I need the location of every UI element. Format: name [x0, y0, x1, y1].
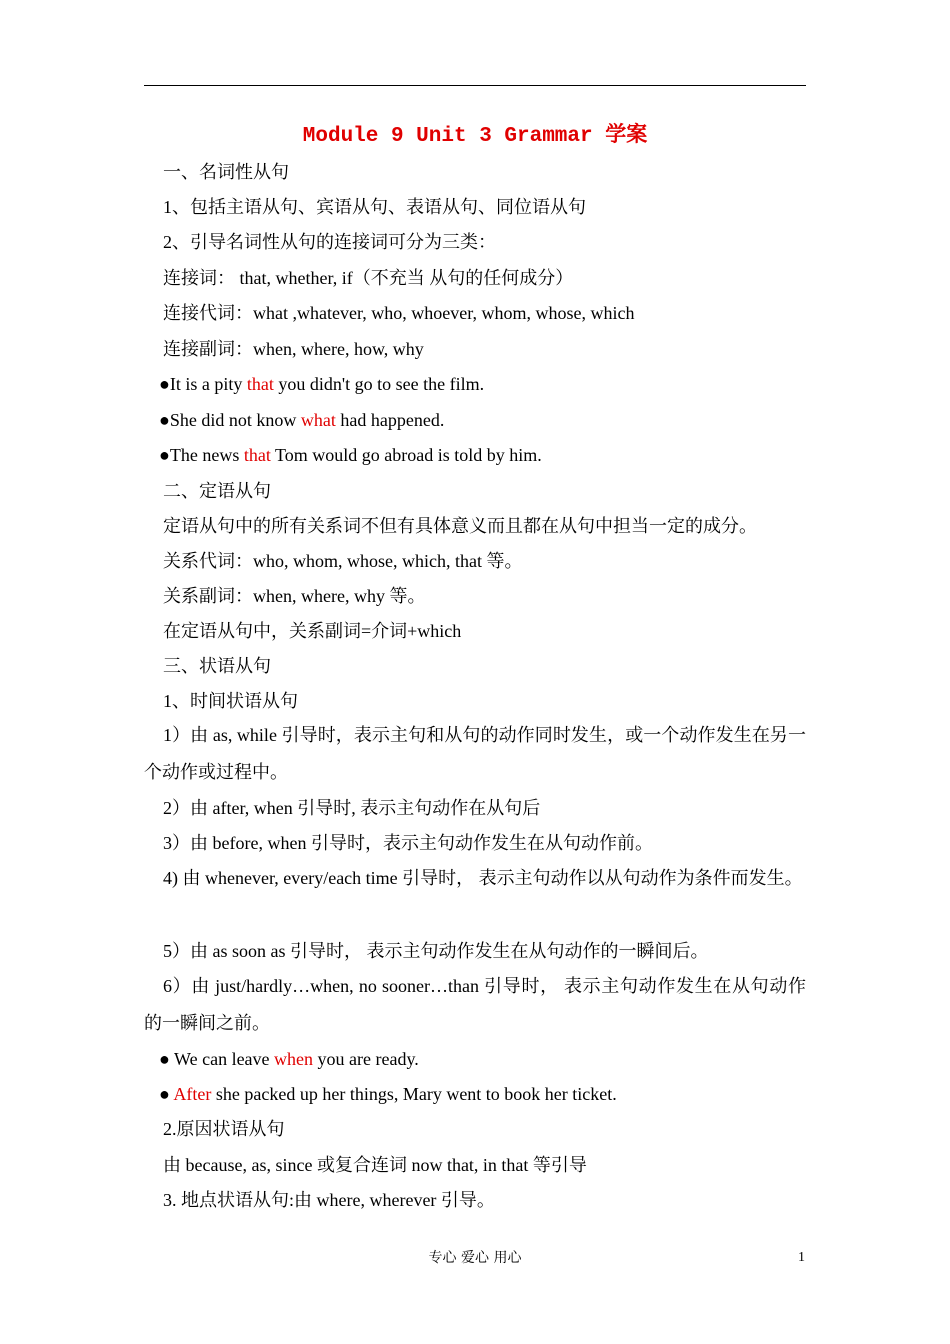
s1-paragraph-4: 连接代词：what ,whatever, who, whoever, whom, whose, which	[163, 303, 635, 323]
highlight-word: After	[173, 1084, 212, 1104]
page-footer: 专心 爱心 用心	[428, 1250, 522, 1266]
highlight-word: when	[274, 1049, 314, 1069]
example-text-post: you didn't go to see the film.	[273, 374, 485, 394]
highlight-word: that	[243, 445, 271, 465]
example-text-pre: ● We can leave	[159, 1049, 275, 1069]
s3-item-5: 5）由 as soon as 引导时， 表示主句动作发生在从句动作的一瞬间后。	[163, 941, 709, 961]
s1-paragraph-2: 2、引导名词性从句的连接词可分为三类：	[163, 232, 496, 252]
example-sentence	[159, 1046, 419, 1072]
section-2-heading: 二、定语从句	[163, 481, 271, 501]
example-text-pre: ●She did not know	[159, 410, 301, 430]
example-text-post: you are ready.	[313, 1049, 419, 1069]
s2-paragraph-4: 在定语从句中，关系副词=介词+which	[163, 621, 462, 641]
example-text-post: Tom would go abroad is told by him.	[270, 445, 542, 465]
example-sentence	[159, 407, 444, 433]
s3-item-6: 6）由 just/hardly…when, no sooner…than 引导时， 表示主句动作发生在从句动作的一瞬间之前。	[144, 976, 806, 1033]
page-number: 1	[798, 1250, 805, 1265]
example-text-post: she packed up her things, Mary went to book her ticket.	[211, 1084, 617, 1104]
example-sentence	[159, 371, 484, 397]
example-text-pre: ●It is a pity	[159, 374, 247, 394]
s2-paragraph-2: 关系代词：who, whom, whose, which, that 等。	[163, 551, 523, 571]
highlight-word: that	[246, 374, 274, 394]
s3-item-1: 1）由 as, while 引导时，表示主句和从句的动作同时发生，或一个动作发生在另一个动作或过程中。	[144, 725, 806, 782]
s3-item-3: 3）由 before, when 引导时，表示主句动作发生在从句动作前。	[163, 833, 653, 853]
example-text-post: had happened.	[335, 410, 445, 430]
highlight-word: what	[300, 410, 336, 430]
section-1-heading: 一、名词性从句	[163, 162, 289, 182]
s2-paragraph-1: 定语从句中的所有关系词不但有具体意义而且都在从句中担当一定的成分。	[163, 516, 757, 536]
example-text-pre: ●	[159, 1084, 174, 1104]
s1-paragraph-1: 1、包括主语从句、宾语从句、表语从句、同位语从句	[163, 197, 586, 217]
example-sentence	[159, 442, 542, 468]
section-3-heading: 三、状语从句	[163, 656, 271, 676]
s3-subheading-place: 3. 地点状语从句:由 where, wherever 引导。	[163, 1190, 495, 1210]
example-sentence	[159, 1081, 617, 1107]
s3-subheading-time: 1、时间状语从句	[163, 691, 298, 711]
s3-subheading-reason: 2.原因状语从句	[163, 1119, 285, 1139]
s3-reason-text: 由 because, as, since 或复合连词 now that, in that 等引导	[163, 1155, 587, 1175]
s1-paragraph-5: 连接副词：when, where, how, why	[163, 339, 424, 359]
s3-item-2: 2）由 after, when 引导时, 表示主句动作在从句后	[163, 798, 541, 818]
s2-paragraph-3: 关系副词：when, where, why 等。	[163, 586, 426, 606]
s1-paragraph-3: 连接词： that, whether, if（不充当 从句的任何成分）	[163, 268, 574, 288]
s3-item-4: 4) 由 whenever, every/each time 引导时， 表示主句动作以从句动作为条件而发生。	[163, 868, 803, 888]
header-rule	[144, 85, 806, 86]
example-text-pre: ●The news	[159, 445, 244, 465]
page-title: Module 9 Unit 3 Grammar 学案	[302, 125, 648, 148]
